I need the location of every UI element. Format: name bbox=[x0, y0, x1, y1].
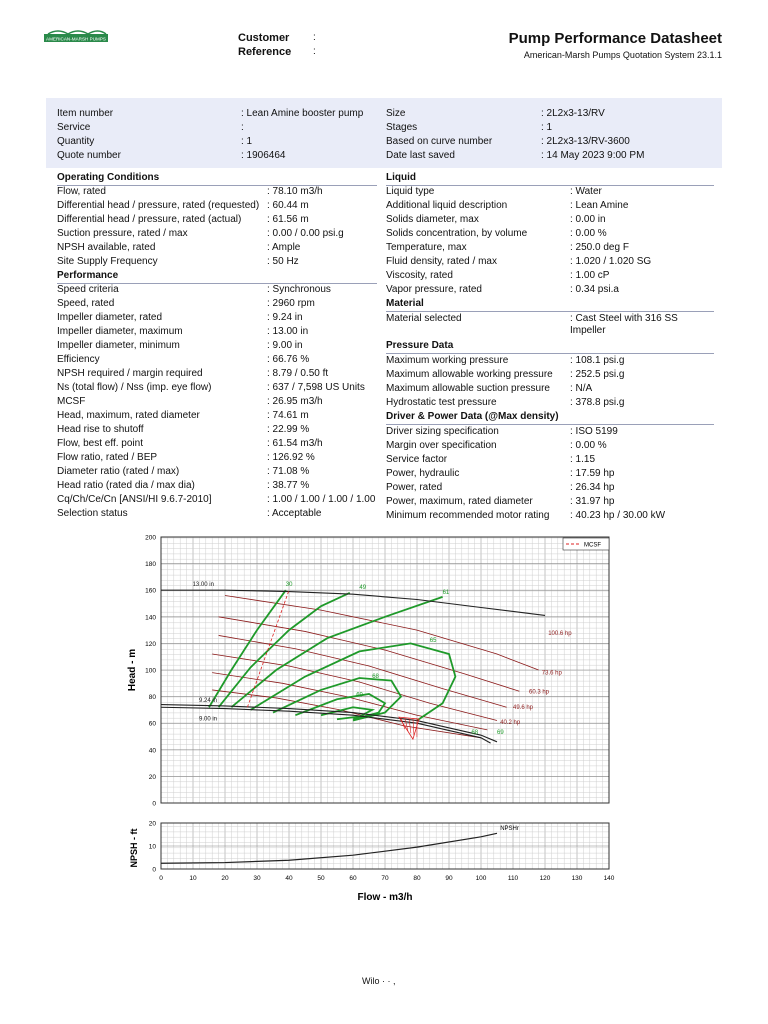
field-label: Maximum allowable suction pressure bbox=[386, 383, 550, 394]
field-label: Minimum recommended motor rating bbox=[386, 510, 550, 521]
field-value: : 26.34 hp bbox=[570, 482, 615, 493]
field-value: : 17.59 hp bbox=[570, 468, 615, 479]
field-label: Fluid density, rated / max bbox=[386, 256, 497, 267]
legend-label: MCSF bbox=[584, 542, 601, 549]
field-label: Impeller diameter, maximum bbox=[57, 326, 183, 337]
power-label: 49.6 hp bbox=[513, 705, 534, 712]
power-label: 100.6 hp bbox=[548, 630, 572, 637]
efficiency-label: 61 bbox=[442, 590, 450, 597]
y-tick-label: 0 bbox=[152, 866, 156, 874]
head-chart-marks bbox=[145, 535, 609, 808]
field-value: : 60.44 m bbox=[267, 200, 309, 211]
info-label: Item number bbox=[57, 108, 114, 119]
efficiency-label: 49 bbox=[359, 584, 367, 591]
y-tick-label: 10 bbox=[148, 843, 156, 851]
field-value: : ISO 5199 bbox=[570, 426, 618, 437]
y-tick-label: 180 bbox=[145, 561, 156, 569]
y-tick-label: 80 bbox=[148, 694, 156, 702]
field-label: Site Supply Frequency bbox=[57, 256, 158, 267]
field-label: Vapor pressure, rated bbox=[386, 284, 482, 295]
info-label: Quote number bbox=[57, 150, 121, 161]
field-value: : 0.00 % bbox=[570, 440, 607, 451]
field-value: : 66.76 % bbox=[267, 354, 310, 365]
y-tick-label: 200 bbox=[145, 534, 156, 542]
field-label: Maximum working pressure bbox=[386, 355, 509, 366]
field-value: : Cast Steel with 316 SS bbox=[570, 313, 678, 324]
x-tick-label: 30 bbox=[253, 875, 261, 882]
footer-text: Wilo · · , bbox=[362, 976, 396, 986]
field-value: : 378.8 psi.g bbox=[570, 397, 625, 408]
field-value: : 0.00 / 0.00 psi.g bbox=[267, 228, 344, 239]
section-title-operating-conditions: Operating Conditions bbox=[57, 172, 160, 183]
field-label: Speed, rated bbox=[57, 298, 115, 309]
field-label: Efficiency bbox=[57, 354, 100, 365]
y-tick-label: 120 bbox=[145, 640, 156, 648]
field-value: : 74.61 m bbox=[267, 410, 309, 421]
field-value: : Water bbox=[570, 186, 602, 197]
field-value: : 1.15 bbox=[570, 454, 596, 465]
section-title-driver-data: Driver & Power Data (@Max density) bbox=[386, 411, 559, 422]
field-label: Suction pressure, rated / max bbox=[57, 228, 188, 239]
field-label: Material selected bbox=[386, 313, 462, 324]
field-value: : 9.00 in bbox=[267, 340, 303, 351]
customer-colon: : bbox=[313, 32, 316, 43]
field-label: Power, rated bbox=[386, 482, 443, 493]
head-axis-label: Head - m bbox=[127, 648, 138, 692]
info-label: Size bbox=[386, 108, 406, 119]
efficiency-label: 68 bbox=[372, 673, 379, 680]
info-value: : 14 May 2023 9:00 PM bbox=[541, 150, 645, 161]
field-label: Viscosity, rated bbox=[386, 270, 453, 281]
info-value: : 1906464 bbox=[241, 150, 286, 161]
field-label: Differential head / pressure, rated (actual) bbox=[57, 214, 242, 225]
field-value: : 250.0 deg F bbox=[570, 242, 629, 253]
field-value: : 61.56 m bbox=[267, 214, 309, 225]
x-tick-label: 50 bbox=[317, 875, 325, 882]
x-tick-label: 0 bbox=[159, 875, 163, 882]
y-tick-label: 20 bbox=[148, 773, 156, 781]
field-value: : 0.00 % bbox=[570, 228, 607, 239]
reference-label: Reference bbox=[238, 46, 292, 58]
field-value: : 38.77 % bbox=[267, 480, 310, 491]
logo-text: AMERICAN-MARSH PUMPS bbox=[46, 36, 106, 42]
field-value: : 637 / 7,598 US Units bbox=[267, 382, 365, 393]
y-tick-label: 140 bbox=[145, 614, 156, 622]
field-value: : 31.97 hp bbox=[570, 496, 615, 507]
field-value: : 22.99 % bbox=[267, 424, 310, 435]
info-label: Service bbox=[57, 122, 91, 133]
field-value: : 2960 rpm bbox=[267, 298, 315, 309]
field-value: : 126.92 % bbox=[267, 452, 315, 463]
field-value: : 1.00 / 1.00 / 1.00 / 1.00 bbox=[267, 494, 376, 505]
field-label: Power, hydraulic bbox=[386, 468, 460, 479]
field-label: Flow, best eff. point bbox=[57, 438, 143, 449]
flow-axis-label: Flow - m3/h bbox=[357, 892, 413, 903]
diameter-label: 9.00 in bbox=[199, 716, 218, 723]
field-label: NPSH required / margin required bbox=[57, 368, 203, 379]
efficiency-label: 69 bbox=[497, 729, 504, 736]
field-label: Solids diameter, max bbox=[386, 214, 479, 225]
field-label: Flow ratio, rated / BEP bbox=[57, 452, 158, 463]
field-label: Differential head / pressure, rated (requested) bbox=[57, 200, 260, 211]
field-value: : Acceptable bbox=[267, 508, 322, 519]
section-title-material: Material bbox=[386, 298, 424, 309]
x-tick-label: 120 bbox=[539, 875, 551, 882]
field-value: : 78.10 m3/h bbox=[267, 186, 323, 197]
info-label: Stages bbox=[386, 122, 418, 133]
field-label: Power, maximum, rated diameter bbox=[386, 496, 533, 507]
field-value: : 50 Hz bbox=[267, 256, 299, 267]
x-tick-label: 130 bbox=[571, 875, 583, 882]
field-value: : Lean Amine bbox=[570, 200, 629, 211]
field-value: : 108.1 psi.g bbox=[570, 355, 625, 366]
x-tick-label: 20 bbox=[221, 875, 229, 882]
info-value: : bbox=[241, 122, 244, 133]
x-tick-label: 90 bbox=[445, 875, 453, 882]
info-label: Based on curve number bbox=[386, 136, 493, 147]
section-title-pressure-data: Pressure Data bbox=[386, 340, 454, 351]
field-label: Driver sizing specification bbox=[386, 426, 499, 437]
field-label: Solids concentration, by volume bbox=[386, 228, 528, 239]
diameter-label: 13.00 in bbox=[192, 582, 214, 589]
info-value: : 1 bbox=[241, 136, 253, 147]
section-title-performance: Performance bbox=[57, 270, 119, 281]
field-label: MCSF bbox=[57, 396, 86, 407]
field-label: Ns (total flow) / Nss (imp. eye flow) bbox=[57, 382, 212, 393]
field-value: : 8.79 / 0.50 ft bbox=[267, 368, 329, 379]
field-label: Impeller diameter, minimum bbox=[57, 340, 180, 351]
field-value: : 9.24 in bbox=[267, 312, 303, 323]
field-label: Cq/Ch/Ce/Cn [ANSI/HI 9.6.7-2010] bbox=[57, 494, 212, 505]
reference-colon: : bbox=[313, 46, 316, 57]
field-label: Service factor bbox=[386, 454, 448, 465]
diameter-label: 9.24 in bbox=[199, 697, 218, 704]
y-tick-label: 100 bbox=[145, 667, 156, 675]
field-value: : Synchronous bbox=[267, 284, 331, 295]
x-tick-label: 100 bbox=[475, 875, 487, 882]
info-value: : 2L2x3-13/RV bbox=[541, 108, 605, 119]
field-label: Additional liquid description bbox=[386, 200, 508, 211]
field-value: : 13.00 in bbox=[267, 326, 309, 337]
y-tick-label: 20 bbox=[148, 820, 156, 828]
field-value: : 26.95 m3/h bbox=[267, 396, 323, 407]
y-tick-label: 40 bbox=[148, 747, 156, 755]
info-value: : 2L2x3-13/RV-3600 bbox=[541, 136, 630, 147]
x-tick-label: 10 bbox=[189, 875, 197, 882]
field-label: Temperature, max bbox=[386, 242, 467, 253]
y-tick-label: 0 bbox=[152, 800, 156, 808]
power-label: 40.2 hp bbox=[500, 719, 521, 726]
field-value: : 71.08 % bbox=[267, 466, 310, 477]
field-value: : Ample bbox=[267, 242, 301, 253]
info-value: : 1 bbox=[541, 122, 553, 133]
x-tick-label: 110 bbox=[507, 875, 519, 882]
field-value: Impeller bbox=[570, 325, 606, 336]
info-label: Quantity bbox=[57, 136, 95, 147]
efficiency-label: 30 bbox=[285, 582, 293, 589]
x-tick-label: 70 bbox=[381, 875, 389, 882]
field-label: Selection status bbox=[57, 508, 128, 519]
field-value: : 0.00 in bbox=[570, 214, 606, 225]
field-label: Impeller diameter, rated bbox=[57, 312, 163, 323]
field-label: Flow, rated bbox=[57, 186, 106, 197]
field-label: Head ratio (rated dia / max dia) bbox=[57, 480, 195, 491]
field-value: : 1.00 cP bbox=[570, 270, 610, 281]
field-label: Margin over specification bbox=[386, 440, 497, 451]
field-value: : 61.54 m3/h bbox=[267, 438, 323, 449]
section-title-liquid: Liquid bbox=[386, 172, 416, 183]
field-label: Diameter ratio (rated / max) bbox=[57, 466, 180, 477]
field-value: : 1.020 / 1.020 SG bbox=[570, 256, 652, 267]
field-value: : 40.23 hp / 30.00 kW bbox=[570, 510, 666, 521]
field-label: Head rise to shutoff bbox=[57, 424, 144, 435]
info-value: : Lean Amine booster pump bbox=[241, 108, 364, 119]
efficiency-label: 68 bbox=[471, 729, 479, 736]
efficiency-curve bbox=[209, 590, 286, 707]
power-label: 73.6 hp bbox=[541, 670, 562, 677]
npsh-axis-label: NPSH - ft bbox=[129, 828, 139, 868]
info-label: Date last saved bbox=[386, 150, 455, 161]
field-value: : 0.34 psi.a bbox=[570, 284, 619, 295]
field-value: : N/A bbox=[570, 383, 593, 394]
field-label: NPSH available, rated bbox=[57, 242, 156, 253]
y-tick-label: 60 bbox=[148, 720, 156, 728]
field-label: Maximum allowable working pressure bbox=[386, 369, 553, 380]
efficiency-label: 69 bbox=[356, 692, 363, 699]
field-label: Speed criteria bbox=[57, 284, 119, 295]
field-label: Head, maximum, rated diameter bbox=[57, 410, 200, 421]
x-tick-label: 60 bbox=[349, 875, 357, 882]
page-title: Pump Performance Datasheet bbox=[508, 30, 722, 47]
field-label: Hydrostatic test pressure bbox=[386, 397, 497, 408]
field-label: Liquid type bbox=[386, 186, 435, 197]
npsh-curve-label: NPSHr bbox=[500, 825, 519, 832]
page-subtitle: American-Marsh Pumps Quotation System 23.1.1 bbox=[523, 50, 722, 60]
customer-label: Customer bbox=[238, 32, 290, 44]
x-tick-label: 140 bbox=[603, 875, 615, 882]
x-tick-label: 80 bbox=[413, 875, 421, 882]
x-tick-label: 40 bbox=[285, 875, 293, 882]
efficiency-label: 65 bbox=[429, 638, 437, 645]
npsh-curve bbox=[161, 833, 497, 863]
power-label: 60.3 hp bbox=[529, 689, 550, 696]
head-curve-900 bbox=[161, 707, 491, 743]
field-value: : 252.5 psi.g bbox=[570, 369, 625, 380]
y-tick-label: 160 bbox=[145, 587, 156, 595]
